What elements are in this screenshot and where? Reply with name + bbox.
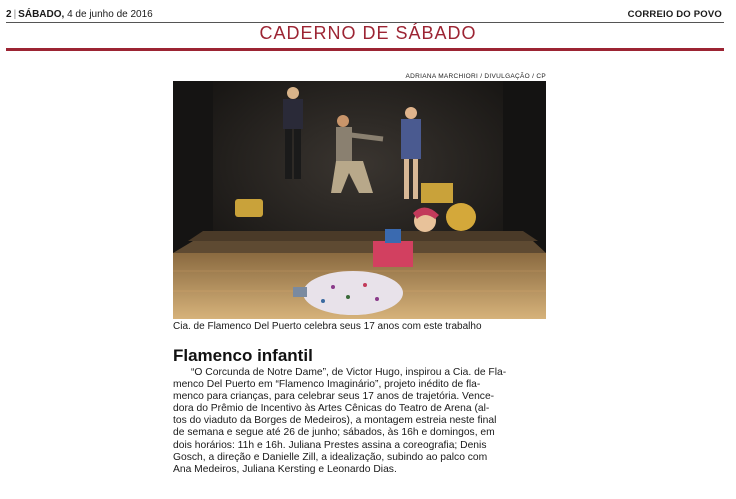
article-line: “O Corcunda de Notre Dame”, de Victor Hugo, inspirou a Cia. de Fla- xyxy=(191,367,507,378)
section-rule xyxy=(6,48,724,51)
header-separator: | xyxy=(13,9,17,20)
article-line: de semana e segue até 26 de junho; sábados, às 16h e domingos, em xyxy=(173,427,495,439)
page-number: 2 xyxy=(6,9,12,20)
photo-credit: ADRIANA MARCHIORI / DIVULGAÇÃO / CP xyxy=(405,73,546,80)
article-line: menco para crianças, para celebrar seus 17 anos de trajetória. Vence- xyxy=(173,391,495,403)
article-body xyxy=(173,367,553,476)
article-photo xyxy=(173,81,546,319)
photo-caption: Cia. de Flamenco Del Puerto celebra seus 17 anos com este trabalho xyxy=(173,321,482,332)
header-date: 4 de junho de 2016 xyxy=(67,9,153,20)
section-title: CADERNO DE SÁBADO xyxy=(259,23,477,43)
header-day: SÁBADO, xyxy=(18,9,65,20)
article-line: dois horários: 11h e 16h. Juliana Prestes assina a coreografia; Denis xyxy=(173,439,487,451)
article-line: tos do viaduto da Borges de Medeiros), a montagem estreia neste final xyxy=(173,415,497,427)
article-line: Gosch, a direção e Danielle Zill, a idealização, subindo ao palco com xyxy=(173,451,488,463)
newspaper-name: CORREIO DO POVO xyxy=(627,9,722,20)
article-line: dora do Prêmio de Incentivo às Artes Cênicas do Teatro de Arena (al- xyxy=(173,403,490,415)
article-line: Ana Medeiros, Juliana Kersting e Leonardo Dias. xyxy=(173,463,397,475)
article-line: menco Del Puerto em “Flamenco Imaginário”, projeto inédito de fla- xyxy=(173,379,481,391)
article-headline: Flamenco infantil xyxy=(173,346,313,365)
